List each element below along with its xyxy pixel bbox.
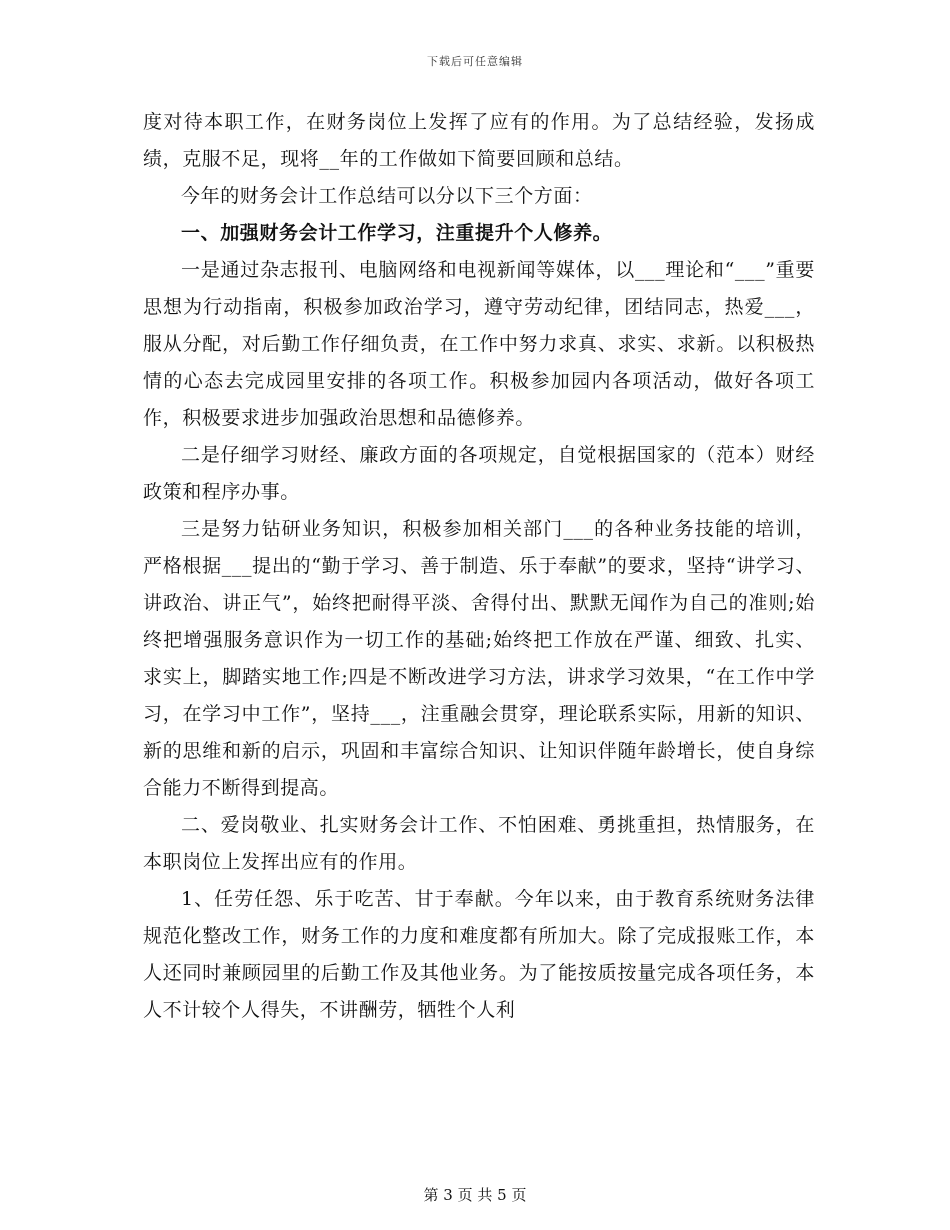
paragraph-6: 1、任劳任怨、乐于吃苦、甘于奉献。今年以来，由于教育系统财务法律规范化整改工作，财务工作的力度和难度都有所加大。除了完成报账工作，本人还同时兼顾园里的后勤工作及其他业务。为了能按质按量完成各项任务，本人不计较个人得失，不讲酬劳，牺牲个人利 [143,888,815,1021]
paragraph-5: 三是努力钻研业务知识，积极参加相关部门___的各种业务技能的培训，严格根据___提出的“勤于学习、善于制造、乐于奉献”的要求，坚持“讲学习、讲政治、讲正气”，始终把耐得平淡、舍得付出、默默无闻作为自己的准则;始终把增强服务意识作为一切工作的基础;始终把工作放在严谨、细致、扎实、求实上，脚踏实地工作;四是不断改进学习方法，讲求学习效果，“在工作中学习，在学习中工作”，坚持___，注重融会贯穿，理论联系实际，用新的知识、新的思维和新的启示，巩固和丰富综合知识、让知识伴随年龄增长，使自身综合能力不断得到提高。 [143,518,815,799]
paragraph-3: 一是通过杂志报刊、电脑网络和电视新闻等媒体，以___理论和“___”重要思想为行动指南，积极参加政治学习，遵守劳动纪律，团结同志，热爱___，服从分配，对后勤工作仔细负责，在工作中努力求真、求实、求新。以积极热情的心态去完成园里安排的各项工作。积极参加园内各项活动，做好各项工作，积极要求进步加强政治思想和品德修养。 [143,259,815,429]
paragraph-4: 二是仔细学习财经、廉政方面的各项规定，自觉根据国家的（范本）财经政策和程序办事。 [143,444,815,503]
section-heading-2: 二、爱岗敬业、扎实财务会计工作、不怕困难、勇挑重担，热情服务，在本职岗位上发挥出应有的作用。 [143,814,815,873]
page-footer: 第 3 页 共 5 页 [423,1186,527,1204]
document-body [143,104,815,1029]
page-header: 下载后可任意编辑 [427,55,523,68]
section-heading-1: 一、加强财务会计工作学习，注重提升个人修养。 [181,222,613,244]
paragraph-2: 今年的财务会计工作总结可以分以下三个方面： [181,185,593,207]
paragraph-1: 度对待本职工作，在财务岗位上发挥了应有的作用。为了总结经验，发扬成绩，克服不足，现将__年的工作做如下简要回顾和总结。 [143,111,815,170]
